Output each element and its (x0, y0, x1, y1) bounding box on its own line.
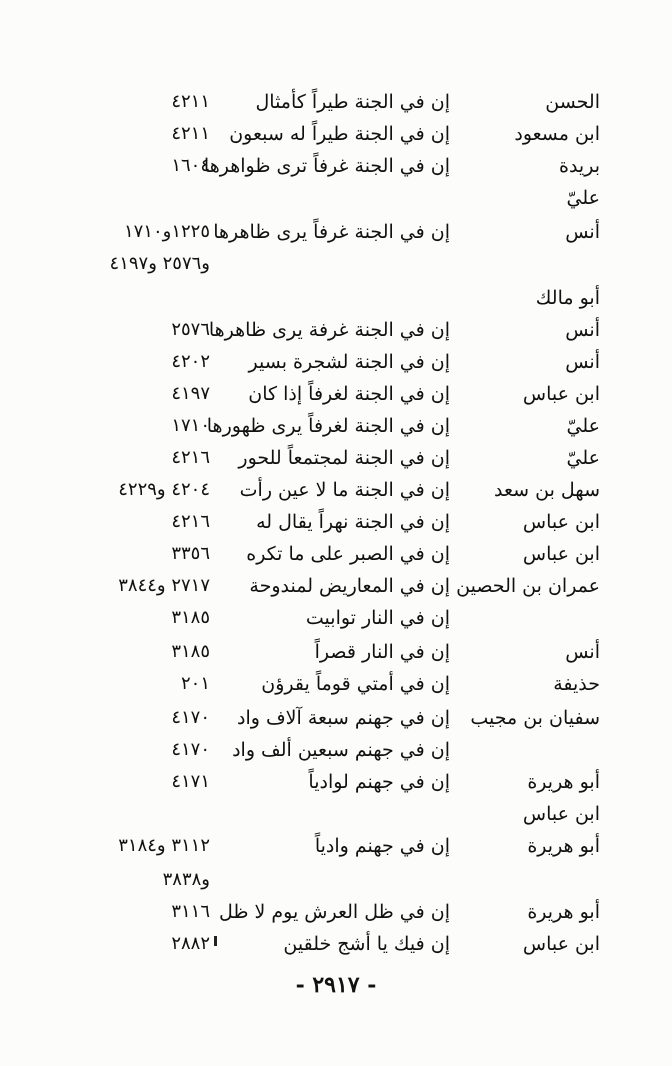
index-row (40, 282, 600, 314)
index-row (40, 896, 600, 928)
hadith-text: إن في المعاريض لمندوحة (249, 575, 450, 597)
narrator-name: عمران بن الحصين (456, 575, 600, 597)
index-row (40, 442, 600, 474)
reference-numbers: ٤٢١١ (171, 123, 210, 144)
index-row (40, 602, 600, 634)
hadith-text: إن في الجنة طيراً له سبعون (229, 123, 450, 145)
reference-numbers: ٣١١٦ (171, 901, 210, 922)
index-row (40, 410, 600, 442)
reference-numbers: ٤١٧٠ (171, 707, 210, 728)
index-row (40, 346, 600, 378)
narrator-name: ابن عباس (522, 803, 600, 825)
hadith-text: إن في أمتي قوماً يقرؤن (261, 673, 450, 695)
hadith-text: إن في ظل العرش يوم لا ظل (218, 901, 450, 923)
hadith-text: إن في الجنة غرفة يرى ظاهرها (208, 319, 450, 341)
hadith-text: إن في الجنة نهراً يقال له (256, 511, 450, 533)
index-row (40, 378, 600, 410)
index-row (40, 474, 600, 506)
hadith-text: إن فيك يا أشج خلقين (283, 933, 450, 955)
index-row (40, 928, 600, 960)
reference-numbers: ٤٢١١ (171, 91, 210, 112)
narrator-name: ابن مسعود (514, 123, 600, 145)
reference-numbers: ٣١٨٥ (171, 607, 210, 628)
narrator-name: أنس (565, 319, 600, 341)
reference-numbers: ٢٥٧٦ (171, 319, 210, 340)
narrator-name: أبو هريرة (527, 901, 600, 923)
index-row (40, 864, 600, 896)
narrator-name: عليّ (566, 447, 600, 469)
narrator-name: أنس (565, 641, 600, 663)
hadith-text: إن في الجنة طيراً كأمثال (255, 91, 450, 113)
narrator-name: أبو هريرة (527, 835, 600, 857)
index-row (40, 830, 600, 862)
narrator-name: أنس (565, 221, 600, 243)
index-row (40, 636, 600, 668)
hadith-text: إن في جهنم سبعين ألف واد (232, 739, 450, 761)
narrator-name: ابن عباس (522, 933, 600, 955)
narrator-name: أبو مالك (535, 287, 600, 309)
reference-numbers: ٢٠١ (180, 673, 210, 694)
narrator-name: سهل بن سعد (494, 479, 600, 501)
index-row (40, 150, 600, 182)
index-row (40, 734, 600, 766)
hadith-text: إن في النار قصراً (314, 641, 450, 663)
index-row (40, 314, 600, 346)
narrator-name: عليّ (566, 415, 600, 437)
hadith-text: إن في جهنم لوادياً (308, 771, 450, 793)
reference-numbers: ٢٨٨٢ (171, 933, 210, 954)
narrator-name: ابن عباس (522, 383, 600, 405)
hadith-text: إن في الجنة ما لا عين رأت (239, 479, 450, 501)
reference-numbers: ٢٧١٧ و٣٨٤٤ (118, 575, 210, 596)
reference-numbers: ٤٢١٦ (171, 511, 210, 532)
index-row (40, 702, 600, 734)
reference-numbers: ١٦٠٤ (171, 155, 210, 176)
narrator-name: عليّ (566, 187, 600, 209)
reference-numbers: ٤٢٠٤ و٤٢٢٩ (118, 479, 210, 500)
reference-numbers: ١٧١٠ (171, 415, 210, 436)
hadith-text: إن في الجنة لغرفاً إذا كان (248, 383, 450, 405)
index-row (40, 216, 600, 248)
narrator-name: بريدة (559, 155, 600, 177)
reference-numbers: ٣١١٢ و٣١٨٤ (118, 835, 210, 856)
reference-numbers: و٣٨٣٨ (162, 869, 210, 890)
index-row (40, 798, 600, 830)
hadith-text: إن في الجنة لغرفاً يرى ظهورها (206, 415, 450, 437)
hadith-text: إن في الصبر على ما تكره (246, 543, 450, 565)
hadith-text: إن في الجنة لشجرة بسير (248, 351, 450, 373)
narrator-name: ابن عباس (522, 543, 600, 565)
index-row (40, 86, 600, 118)
hadith-text: إن في جهنم وادياً (314, 835, 450, 857)
reference-numbers: و٢٥٧٦ و٤١٩٧ (109, 253, 210, 274)
narrator-name: حذيفة (553, 673, 600, 695)
narrator-name: الحسن (545, 91, 600, 113)
hadith-text: إن في الجنة لمجتمعاً للحور (238, 447, 450, 469)
index-row (40, 506, 600, 538)
narrator-name: سفيان بن مجيب (470, 707, 600, 729)
hadith-text: إن في النار توابيت (305, 607, 450, 629)
page-number: - ٢٩١٧ - (295, 972, 377, 998)
index-row (40, 182, 600, 214)
index-row (40, 570, 600, 602)
hadith-text: إن في الجنة غرفاً يرى ظاهرها (213, 221, 450, 243)
print-mark (214, 936, 217, 946)
reference-numbers: ٤١٧١ (171, 771, 210, 792)
reference-numbers: ٤٢٠٢ (171, 351, 210, 372)
hadith-text: إن في الجنة غرفاً ترى ظواهرها (203, 155, 450, 177)
reference-numbers: ٤٢١٦ (171, 447, 210, 468)
narrator-name: أبو هريرة (527, 771, 600, 793)
index-row (40, 118, 600, 150)
reference-numbers: ٤١٩٧ (171, 383, 210, 404)
hadith-text: إن في جهنم سبعة آلاف واد (237, 707, 450, 729)
reference-numbers: ١٢٢٥و١٧١٠ (123, 221, 210, 242)
index-row (40, 538, 600, 570)
index-row (40, 248, 600, 280)
reference-numbers: ٤١٧٠ (171, 739, 210, 760)
index-row (40, 766, 600, 798)
reference-numbers: ٣٣٥٦ (171, 543, 210, 564)
narrator-name: ابن عباس (522, 511, 600, 533)
reference-numbers: ٣١٨٥ (171, 641, 210, 662)
narrator-name: أنس (565, 351, 600, 373)
index-row (40, 668, 600, 700)
